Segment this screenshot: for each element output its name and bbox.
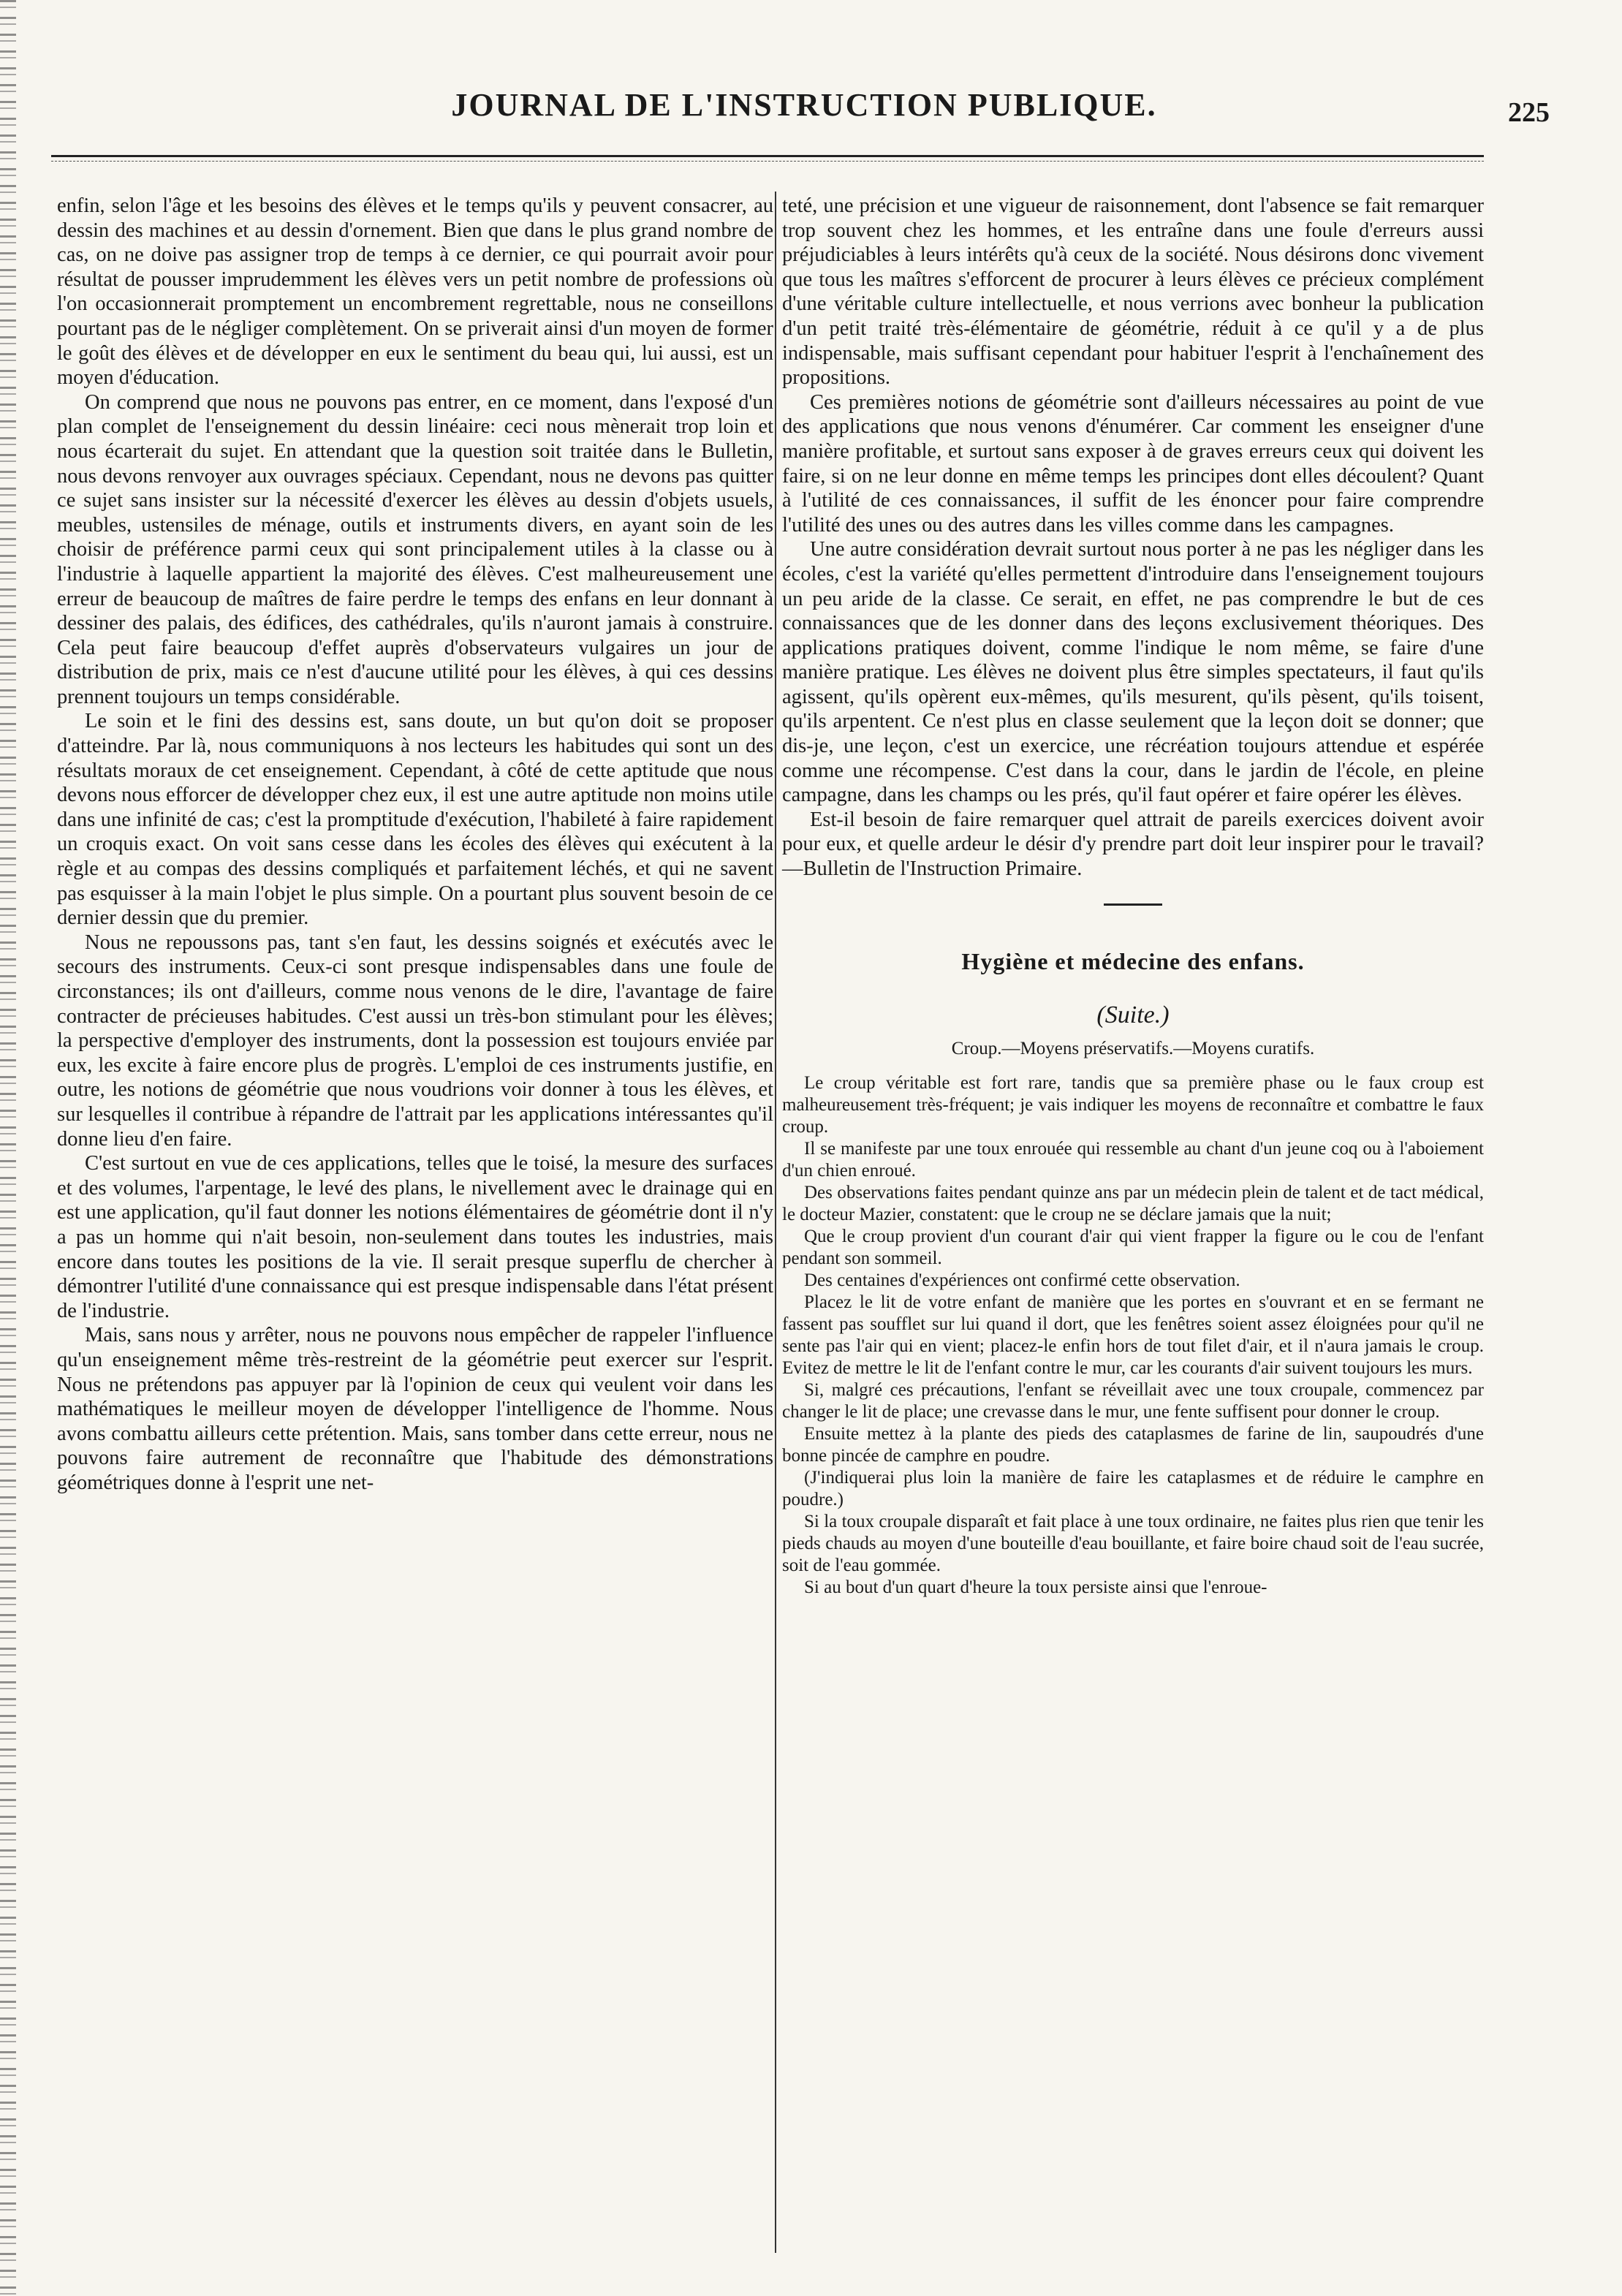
column-divider: [775, 192, 776, 2253]
paragraph: Mais, sans nous y arrêter, nous ne pouvons nous empêcher de rappeler l'influence qu'un enseignement même très-restreint de la géométrie peut exercer sur l'esprit. Nous ne prétendons pas appuyer par là l'opinion de ceux qui veulent voir dans les mathématiques le meilleur moyen de développer l'intelligence de l'homme. Nous avons combattu ailleurs cette prétention. Mais, sans tomber dans cette erreur, nous ne pouvons faire autrement de reconnaître que l'habitude des démonstrations géométriques donne à l'esprit une net-: [57, 1324, 773, 1494]
paragraph: Si la toux croupale disparaît et fait place à une toux ordinaire, ne faites plus rien que tenir les pieds chauds au moyen d'une bouteille d'eau bouillante, et faire boire chaud soit de l'eau sucrée, soit de l'eau gommée.: [782, 1512, 1484, 1576]
paragraph: On comprend que nous ne pouvons pas entrer, en ce moment, dans l'exposé d'un plan complet de l'enseignement du dessin linéaire: ceci nous mènerait trop loin et nous écarterait du sujet. En attendant que la question soit traitée dans le Bulletin, nous devons renvoyer aux ouvrages spéciaux. Cependant, nous ne devons pas quitter ce sujet sans insister sur la nécessité d'exercer les élèves au dessin d'objets usuels, meubles, ustensiles de ménage, outils et instruments divers, en ayant soin de les choisir de préférence parmi ceux qui sont principalement utiles à la classe ou à l'industrie à laquelle appartient la majorité des élèves. C'est malheureusement une erreur de beaucoup de maîtres de faire perdre le temps des enfans en leur donnant à dessiner des palais, des édifices, des cathédrales, qu'ils n'auront jamais à construire. Cela peut faire beaucoup d'effet auprès d'observateurs vulgaires un jour de distribution de prix, mais ce n'est d'aucune utilité pour les élèves, à qui ces dessins prennent toujours un temps considérable.: [57, 390, 773, 708]
paragraph: Une autre considération devrait surtout nous porter à ne pas les négliger dans les écoles, c'est la variété qu'elles permettent d'introduire dans l'enseignement toujours un peu aride de la classe. Ce serait, en effet, ne pas comprendre le but de ces connaissances que de les donner dans des leçons exclusivement théoriques. Des applications pratiques doivent, comme l'indique le nom même, se faire d'une manière pratique. Les élèves ne doivent plus être simples spectateurs, il faut qu'ils agissent, qu'ils opèrent eux-mêmes, qu'ils mesurent, qu'ils pèsent, qu'ils toisent, qu'ils arpentent. Ce n'est plus en classe seulement que la leçon doit se donner; que dis-je, une leçon, c'est un exercice, une récréation toujours attendue et espérée comme une récompense. C'est dans la cour, dans le jardin de l'école, en pleine campagne, dans les champs ou les prés, qu'il faut opérer et faire opérer les élèves.: [782, 538, 1484, 807]
paragraph: Le croup véritable est fort rare, tandis que sa première phase ou le faux croup est malheureusement très-fréquent; je vais indiquer les moyens de reconnaître et combattre le faux croup.: [782, 1073, 1484, 1137]
paragraph: Des centaines d'expériences ont confirmé cette observation.: [804, 1270, 1240, 1291]
journal-title: JOURNAL DE L'INSTRUCTION PUBLIQUE.: [451, 87, 1157, 123]
paragraph: Si, malgré ces précautions, l'enfant se réveillait avec une toux croupale, commencez par changer le lit de place; une crevasse dans le mur, une fente suffisent pour donner le croup.: [782, 1380, 1484, 1422]
paragraph: enfin, selon l'âge et les besoins des élèves et le temps qu'ils y peuvent consacrer, au dessin des machines et au dessin d'ornement. Bien que dans le plus grand nombre de cas, on ne doive pas assigner trop de temps à ce dernier, ce qui pourrait avoir pour résultat de pousser imprudemment les élèves vers un petit nombre de professions où l'on occasionnerait promptement un encombrement regrettable, nous ne conseillons pourtant pas de le négliger complètement. On se priverait ainsi d'un moyen de former le goût des élèves et de développer en eux le sentiment du beau qui, lui aussi, est un moyen d'éducation.: [57, 194, 773, 390]
page-number: 225: [1508, 97, 1550, 128]
paragraph: Ensuite mettez à la plante des pieds des cataplasmes de farine de lin, saupoudrés d'une bonne pincée de camphre en poudre.: [782, 1424, 1484, 1466]
paragraph: Il se manifeste par une toux enrouée qui ressemble au chant d'un jeune coq ou à l'aboiement d'un chien enroué.: [782, 1139, 1484, 1181]
section-body: [782, 1072, 1484, 1599]
paragraph: Des observations faites pendant quinze ans par un médecin plein de talent et de tact médical, le docteur Mazier, constatent: que le croup ne se déclare jamais que la nuit;: [782, 1183, 1484, 1225]
paragraph: C'est surtout en vue de ces applications, telles que le toisé, la mesure des surfaces et des volumes, l'arpentage, le levé des plans, le nivellement avec le drainage qui en est une application, qu'il faut donner les notions élémentaires de géométrie dont il n'y a pas un homme qui n'ait besoin, non-seulement dans toutes les industries, mais encore dans toutes les positions de la vie. Il serait presque superflu de chercher à démontrer l'utilité d'une connaissance qui est presque indispensable dans l'état présent de l'industrie.: [57, 1152, 773, 1322]
page-header: [58, 86, 1550, 145]
section-subheading: Croup.—Moyens préservatifs.—Moyens curatifs.: [951, 1038, 1315, 1058]
header-rule: [51, 155, 1484, 162]
paragraph: Ces premières notions de géométrie sont d'ailleurs nécessaires au point de vue des applications que nous venons d'énumérer. Car comment les enseigner d'une manière profitable, et surtout sans exposer à de graves erreurs ceux qui doivent les faire, si on ne leur donne en même temps les principes dont elles découlent? Quant à l'utilité de ces connaissances, il suffit de les énoncer pour faire comprendre l'utilité des unes ou des autres dans les villes comme dans les campagnes.: [782, 390, 1484, 537]
paragraph: teté, une précision et une vigueur de raisonnement, dont l'absence se fait remarquer trop souvent chez les hommes, et les entraîne dans une foule d'erreurs aussi préjudiciables à leurs intérêts qu'à ceux de la société. Nous désirons donc vivement que tous les maîtres s'efforcent de procurer à leurs élèves ce précieux complément d'une véritable culture intellectuelle, et nous verrions avec bonheur la publication d'un petit traité très-élémentaire de géométrie, réduit à ce qu'il y a de plus indispensable, mais suffisant cependant pour habituer l'esprit à l'enchaînement des propositions.: [782, 194, 1484, 390]
paragraph: Placez le lit de votre enfant de manière que les portes en s'ouvrant et en se fermant ne fassent pas soufflet sur lui quand il dort, que les fenêtres soient assez éloignées pour qu'il ne sente pas l'air qui en vient; placez-le enfin hors de tout filet d'air, et il n'aura jamais le croup. Evitez de mettre le lit de l'enfant contre le mur, car les courants d'air suivent toujours les murs.: [782, 1292, 1484, 1379]
scan-margin-edge: [0, 0, 16, 2296]
paragraph: Si au bout d'un quart d'heure la toux persiste ainsi que l'enroue-: [804, 1577, 1267, 1598]
paragraph: Est-il besoin de faire remarquer quel attrait de pareils exercices doivent avoir pour eux, et quelle ardeur le désir d'y prendre part doit leur inspirer pour le travail?—Bulletin de l'Instruction Primaire.: [782, 808, 1484, 881]
article-end-rule: [1104, 903, 1162, 906]
paragraph: Nous ne repoussons pas, tant s'en faut, les dessins soignés et exécutés avec le secours des instruments. Ceux-ci sont presque indispensables dans une foule de circonstances; ils ont d'ailleurs, comme nous venons de le dire, l'avantage de faire contracter de précieuses habitudes. C'est aussi un très-bon stimulant pour les élèves; la perspective d'employer des instruments, dont la possession est toujours enviée par eux, les excite à faire encore plus de progrès. L'emploi de ces instruments justifie, en outre, les notions de géométrie que nous voudrions voir donner à tous les élèves, et sur lesquelles il contribue à répandre de l'attrait par les applications intéressantes qu'il donne lieu d'en faire.: [57, 931, 773, 1151]
left-column: [57, 194, 773, 1495]
paragraph: Le soin et le fini des dessins est, sans doute, un but qu'on doit se proposer d'atteindre. Par là, nous communiquons à nos lecteurs les habitudes qui sont un des résultats moraux de cet enseignement. Cependant, à côté de cette aptitude que nous devons nous efforcer de développer chez eux, il est une autre aptitude non moins utile dans une infinité de cas; c'est la promptitude d'exécution, l'habileté à faire rapidement un croquis exact. On voit sans cesse dans les écoles des élèves qui exécutent à la règle et au compas des dessins compliqués et parfaitement léchés, et qui ne savent pas esquisser à la main l'objet le plus simple. On a pourtant plus souvent besoin de ce dernier dessin que du premier.: [57, 710, 773, 930]
right-column: [782, 194, 1484, 1599]
paragraph: (J'indiquerai plus loin la manière de faire les cataplasmes et de réduire le camphre en poudre.): [782, 1468, 1484, 1510]
paragraph: Que le croup provient d'un courant d'air qui vient frapper la figure ou le cou de l'enfant pendant son sommeil.: [782, 1227, 1484, 1269]
section-suite-label: (Suite.): [1096, 1001, 1170, 1029]
section-heading: Hygiène et médecine des enfans.: [961, 947, 1305, 974]
